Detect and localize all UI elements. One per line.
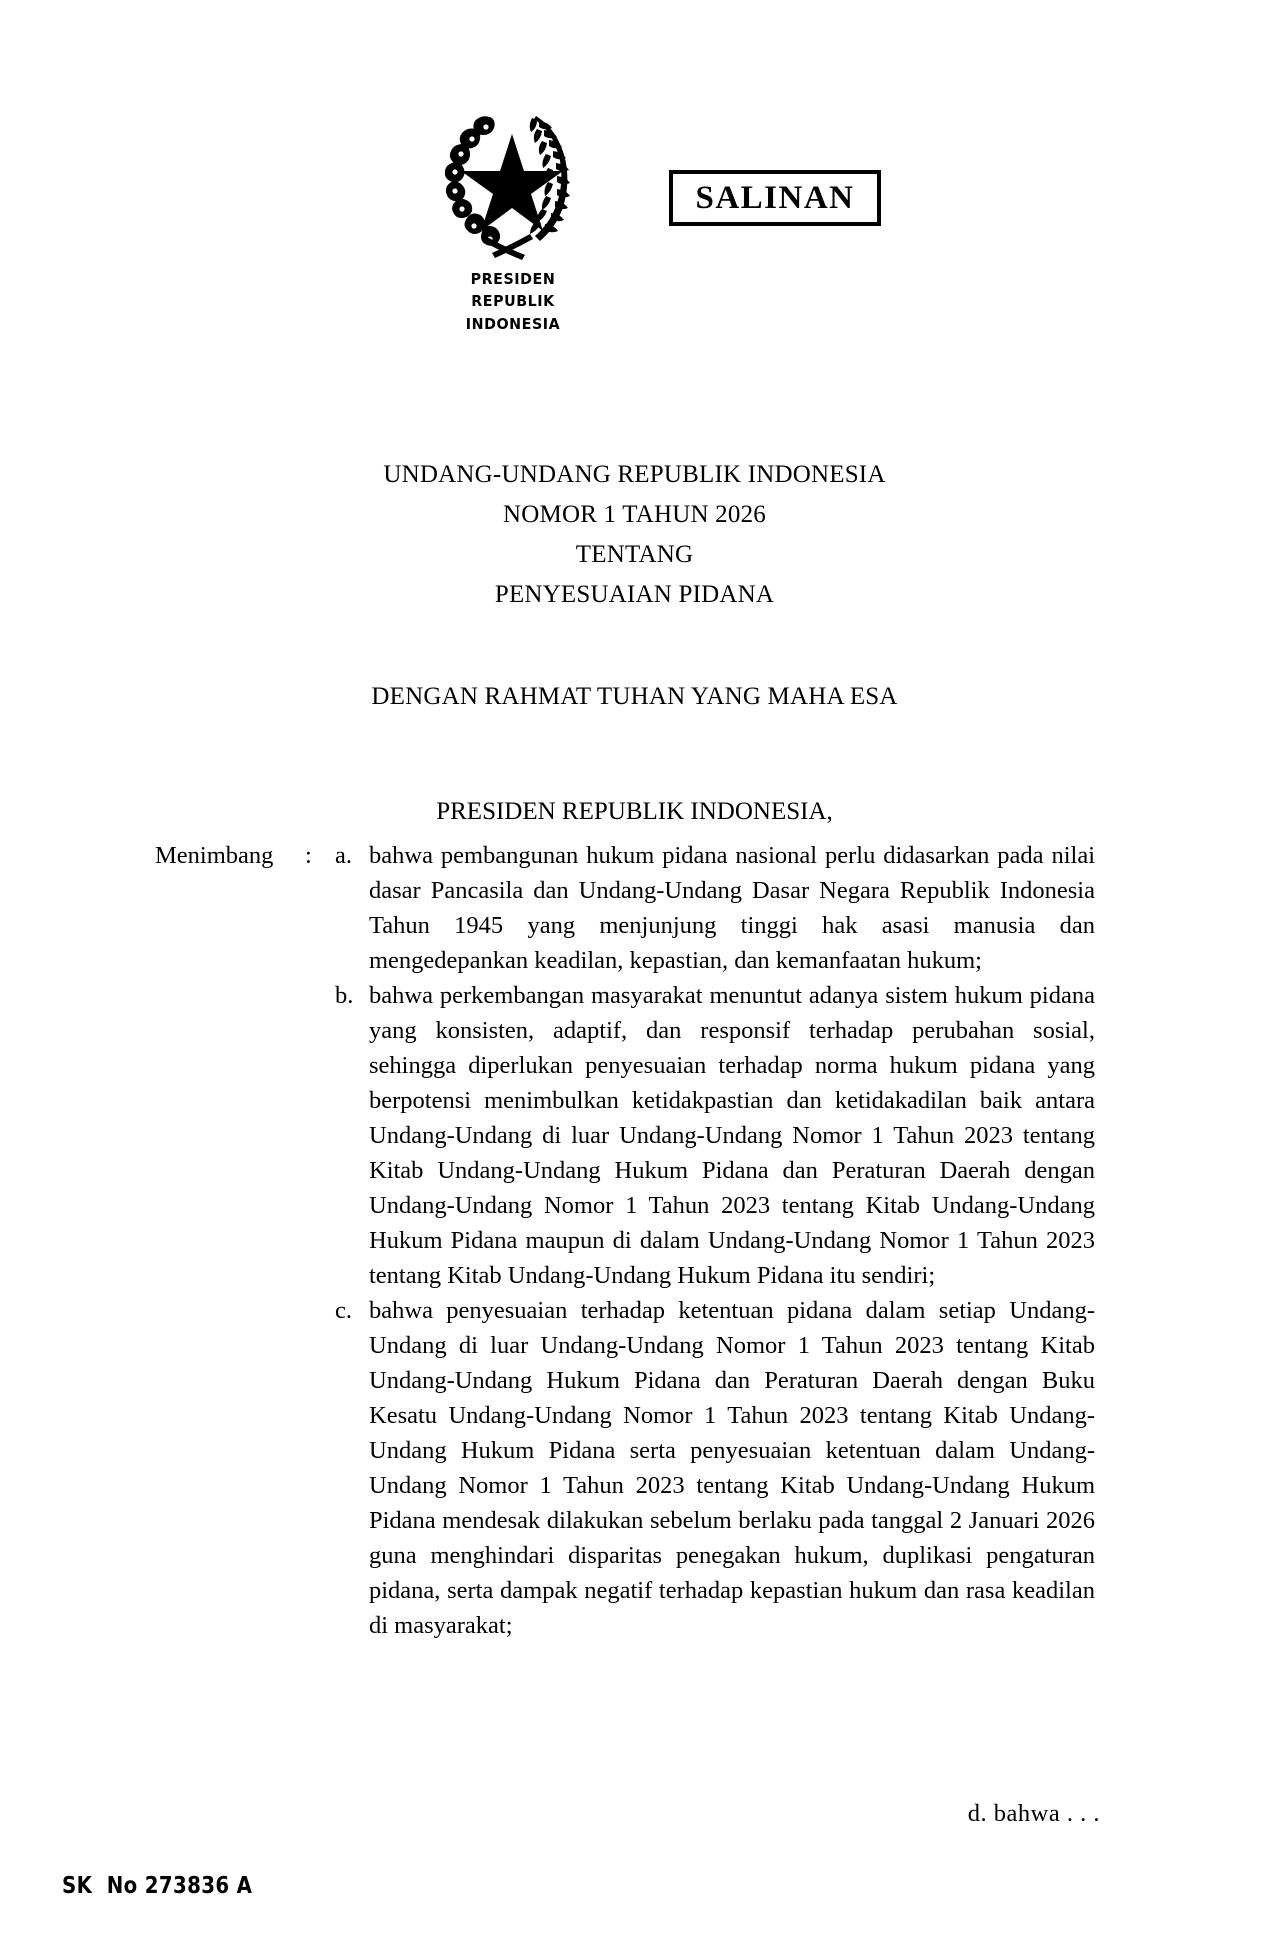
title-line-4: PENYESUAIAN PIDANA xyxy=(494,581,775,608)
emblem-caption xyxy=(438,268,587,335)
considerations-list xyxy=(335,838,1095,1643)
considerations-row xyxy=(155,838,1095,1643)
invocation-line: DENGAN RAHMAT TUHAN YANG MAHA ESA xyxy=(371,683,898,710)
page-continuation-marker: d. bahwa . . . xyxy=(967,1800,1100,1827)
list-item-marker: b. xyxy=(335,982,354,1009)
list-item-text: bahwa perkembangan masyarakat menuntut adanya sistem hukum pidana yang konsisten, adaptif, dan responsif terhadap perubahan sosial, sehingga diperlukan penyesuaian terhadap norma hukum pidana yang berpotensi menimbulkan ketidakpastian dan ketidakadilan baik antara Undang-Undang di luar Undang-Undang Nomor 1 Tahun 2023 tentang Kitab Undang-Undang Hukum Pidana dan Peraturan Daerah dengan Undang-Undang Nomor 1 Tahun 2023 tentang Kitab Undang-Undang Hukum Pidana maupun di dalam Undang-Undang Nomor 1 Tahun 2023 tentang Kitab Undang-Undang Hukum Pidana itu sendiri; xyxy=(369,982,1095,1289)
issuer-line: PRESIDEN REPUBLIK INDONESIA, xyxy=(436,798,833,825)
document-title xyxy=(0,455,1269,615)
document-header xyxy=(0,108,1269,338)
list-item-text: bahwa pembangunan hukum pidana nasional perlu didasarkan pada nilai dasar Pancasila dan Undang-Undang Dasar Negara Republik Indonesia Tahun 1945 yang menjunjung tinggi hak asasi manusia dan mengedepankan keadilan, kepastian, dan kemanfaatan hukum; xyxy=(369,842,1095,974)
footer-document-code: SK No 273836 A xyxy=(62,1873,253,1899)
salinan-stamp xyxy=(669,170,881,226)
list-item-marker: a. xyxy=(335,842,352,869)
salinan-stamp-label: SALINAN xyxy=(695,179,855,216)
list-item-text: bahwa penyesuaian terhadap ketentuan pidana dalam setiap Undang-Undang di luar Undang-Undang Nomor 1 Tahun 2023 tentang Kitab Undang-Undang Hukum Pidana dan Peraturan Daerah dengan Buku Kesatu Undang-Undang Nomor 1 Tahun 2023 tentang Kitab Undang-Undang Hukum Pidana serta penyesuaian ketentuan dalam Undang-Undang Nomor 1 Tahun 2023 tentang Kitab Undang-Undang Hukum Pidana mendesak dilakukan sebelum berlaku pada tanggal 2 Januari 2026 guna menghindari disparitas penegakan hukum, duplikasi pengaturan pidana, serta dampak negatif terhadap kepastian hukum dan rasa keadilan di masyarakat; xyxy=(369,1297,1095,1639)
title-line-2: NOMOR 1 TAHUN 2026 xyxy=(503,501,766,528)
presidential-emblem-icon xyxy=(432,108,592,263)
emblem-caption-line-2: REPUBLIK INDONESIA xyxy=(465,292,561,333)
title-line-3: TENTANG xyxy=(575,541,694,568)
title-line-1: UNDANG-UNDANG REPUBLIK INDONESIA xyxy=(383,461,886,488)
list-item xyxy=(335,978,1095,1293)
list-item-marker: c. xyxy=(335,1297,352,1324)
emblem-caption-line-1: PRESIDEN xyxy=(470,270,556,288)
list-item xyxy=(335,838,1095,978)
list-item xyxy=(335,1293,1095,1643)
considerations-section xyxy=(155,838,1095,1643)
considerations-label: Menimbang xyxy=(155,842,274,869)
considerations-colon: : xyxy=(305,842,312,869)
